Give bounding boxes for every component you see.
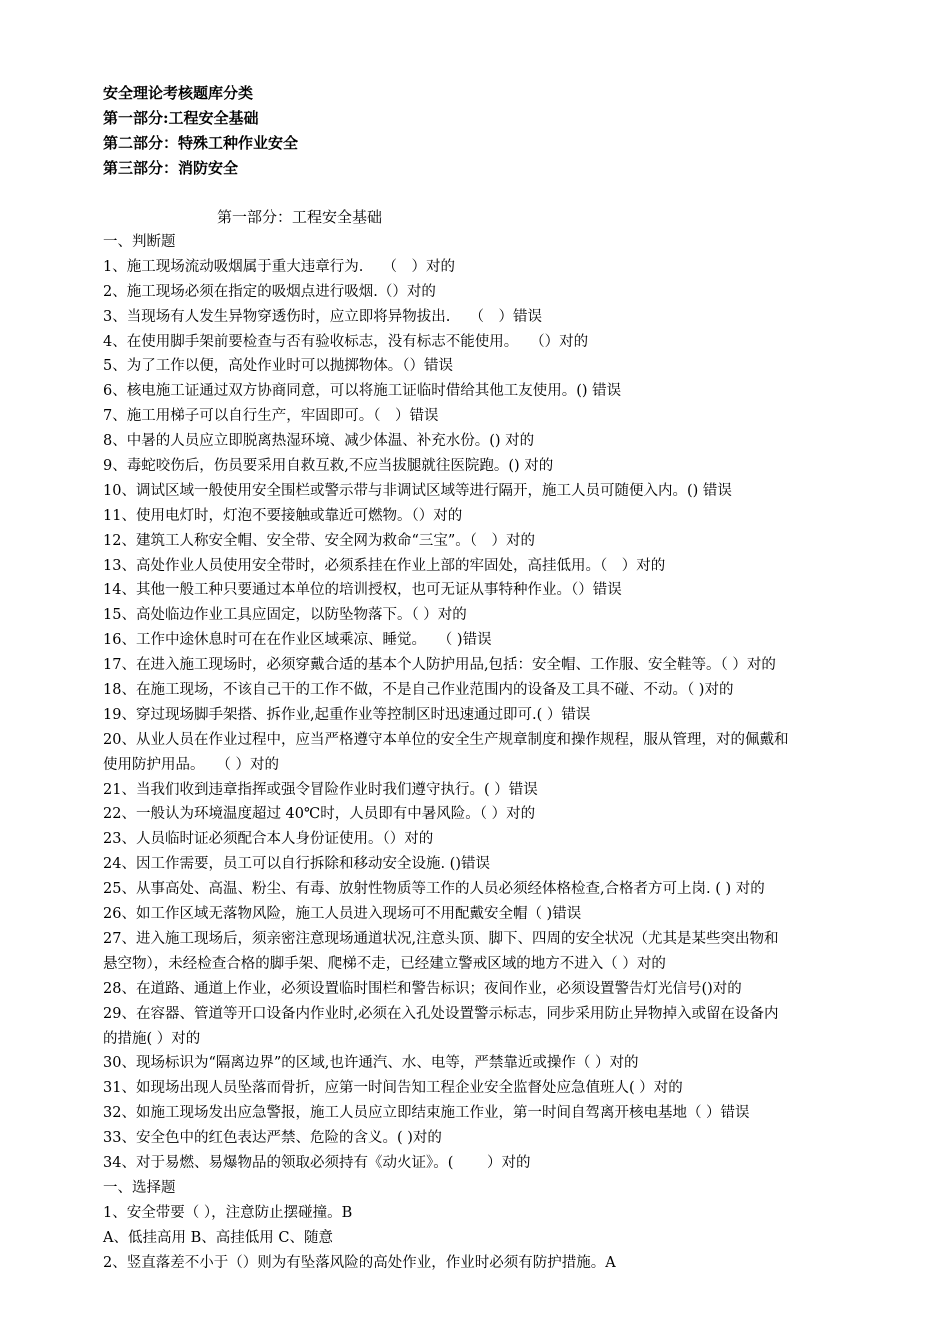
text-line: 16、工作中途休息时可在在作业区域乘凉、睡觉。 （ )错误 [103,632,492,649]
text-line: 34、对于易燃、易爆物品的领取必须持有《动火证》。( ）对的 [103,1154,531,1171]
text-line: 33、安全色中的红色表达严禁、危险的含义。( )对的 [103,1130,442,1147]
table-of-contents [103,81,298,181]
text-line: 26、如工作区域无落物风险，施工人员进入现场可不用配戴安全帽（ )错误 [103,906,582,923]
text-line: 7、施工用梯子可以自行生产，牢固即可。（ ）错误 [103,408,439,425]
text-line: 29、在容器、管道等开口设备内作业时,必须在入孔处设置警示标志，同步采用防止异物掉入或留在设备内 [103,1005,779,1022]
text-line: 14、其他一般工种只要通过本单位的培训授权，也可无证从事特种作业。（）错误 [103,582,622,599]
text-line: 21、当我们收到违章指挥或强令冒险作业时我们遵守执行。( ）错误 [103,781,538,798]
text-line: 20、从业人员在作业过程中，应当严格遵守本单位的安全生产规章制度和操作规程，服从管理，对的佩戴和 [103,731,789,748]
toc-item-part-1: 第一部分:工程安全基础 [103,109,259,127]
text-line: 24、因工作需要，员工可以自行拆除和移动安全设施. ()错误 [103,856,490,873]
text-line: 23、人员临时证必须配合本人身份证使用。（）对的 [103,831,434,848]
text-line: 25、从事高处、高温、粉尘、有毒、放射性物质等工作的人员必须经体格检查,合格者方可上岗. ( ) 对的 [103,881,765,898]
text-line: 18、在施工现场，不该自己干的工作不做，不是自己作业范围内的设备及工具不碰、不动。（ )对的 [103,682,734,699]
text-line: 的措施( ）对的 [103,1030,201,1047]
text-line: 31、如现场出现人员坠落而骨折，应第一时间告知工程企业安全监督处应急值班人( ）对的 [103,1080,683,1097]
text-line: 17、在进入施工现场时，必须穿戴合适的基本个人防护用品,包括：安全帽、工作服、安全鞋等。（ ）对的 [103,657,776,674]
text-line: 15、高处临边作业工具应固定，以防坠物落下。（ ）对的 [103,607,467,624]
text-line: 2、施工现场必须在指定的吸烟点进行吸烟.（）对的 [103,283,436,300]
text-line: 19、穿过现场脚手架搭、拆作业,起重作业等控制区时迅速通过即可.( ）错误 [103,706,591,723]
text-line: A、低挂高用 B、高挂低用 C、随意 [103,1229,333,1246]
text-line: 30、现场标识为“隔离边界”的区域,也许通汽、水、电等，严禁靠近或操作（ ）对的 [103,1055,639,1072]
text-line: 10、调试区域一般使用安全围栏或警示带与非调试区域等进行隔开，施工人员可随便入内。() 错误 [103,482,732,499]
text-line: 12、建筑工人称安全帽、安全带、安全网为救命“三宝”。（ ）对的 [103,532,536,549]
toc-item-part-3: 第三部分：消防安全 [103,159,239,177]
text-line: 8、中暑的人员应立即脱离热湿环境、减少体温、补充水份。() 对的 [103,433,535,450]
text-line: 一、选择题 [103,1179,176,1196]
text-line: 1、安全带要（ ），注意防止摆碰撞。B [103,1204,353,1221]
text-line: 13、高处作业人员使用安全带时，必须系挂在作业上部的牢固处，高挂低用。（ ）对的 [103,557,666,574]
document-title: 安全理论考核题库分类 [103,84,254,102]
text-line: 9、毒蛇咬伤后，伤员要采用自救互救,不应当拔腿就往医院跑。() 对的 [103,458,554,475]
text-line: 3、当现场有人发生异物穿透伤时，应立即将异物拔出. （ ）错误 [103,308,542,325]
text-line: 11、使用电灯时，灯泡不要接触或靠近可燃物。（）对的 [103,507,463,524]
text-line: 使用防护用品。 （ ）对的 [103,756,279,773]
text-line: 5、为了工作以便，高处作业时可以抛掷物体。（）错误 [103,358,453,375]
text-line: 27、进入施工现场后，须亲密注意现场通道状况,注意头顶、脚下、四周的安全状况（尤其是某些突出物和 [103,930,779,947]
section-heading: 第一部分：工程安全基础 [217,208,383,226]
text-line: 6、核电施工证通过双方协商同意，可以将施工证临时借给其他工友使用。() 错误 [103,383,622,400]
text-line: 悬空物），未经检查合格的脚手架、爬梯不走，已经建立警戒区域的地方不进入（ ）对的 [103,955,666,972]
text-line: 32、如施工现场发出应急警报，施工人员应立即结束施工作业，第一时间自驾离开核电基地（ ）错误 [103,1105,750,1122]
text-line: 一、判断题 [103,234,176,250]
text-line: 22、一般认为环境温度超过 40℃时，人员即有中暑风险。（ ）对的 [103,806,536,823]
text-line: 1、施工现场流动吸烟属于重大违章行为. （ ）对的 [103,258,455,275]
toc-item-part-2: 第二部分：特殊工种作业安全 [103,134,299,152]
text-line: 2、竖直落差不小于（）则为有坠落风险的高处作业，作业时必须有防护措施。A [103,1254,616,1271]
question-list [103,230,893,1275]
text-line: 28、在道路、通道上作业，必须设置临时围栏和警告标识；夜间作业，必须设置警告灯光信号()对的 [103,980,742,997]
text-line: 4、在使用脚手架前要检查与否有验收标志，没有标志不能使用。 （）对的 [103,333,589,350]
